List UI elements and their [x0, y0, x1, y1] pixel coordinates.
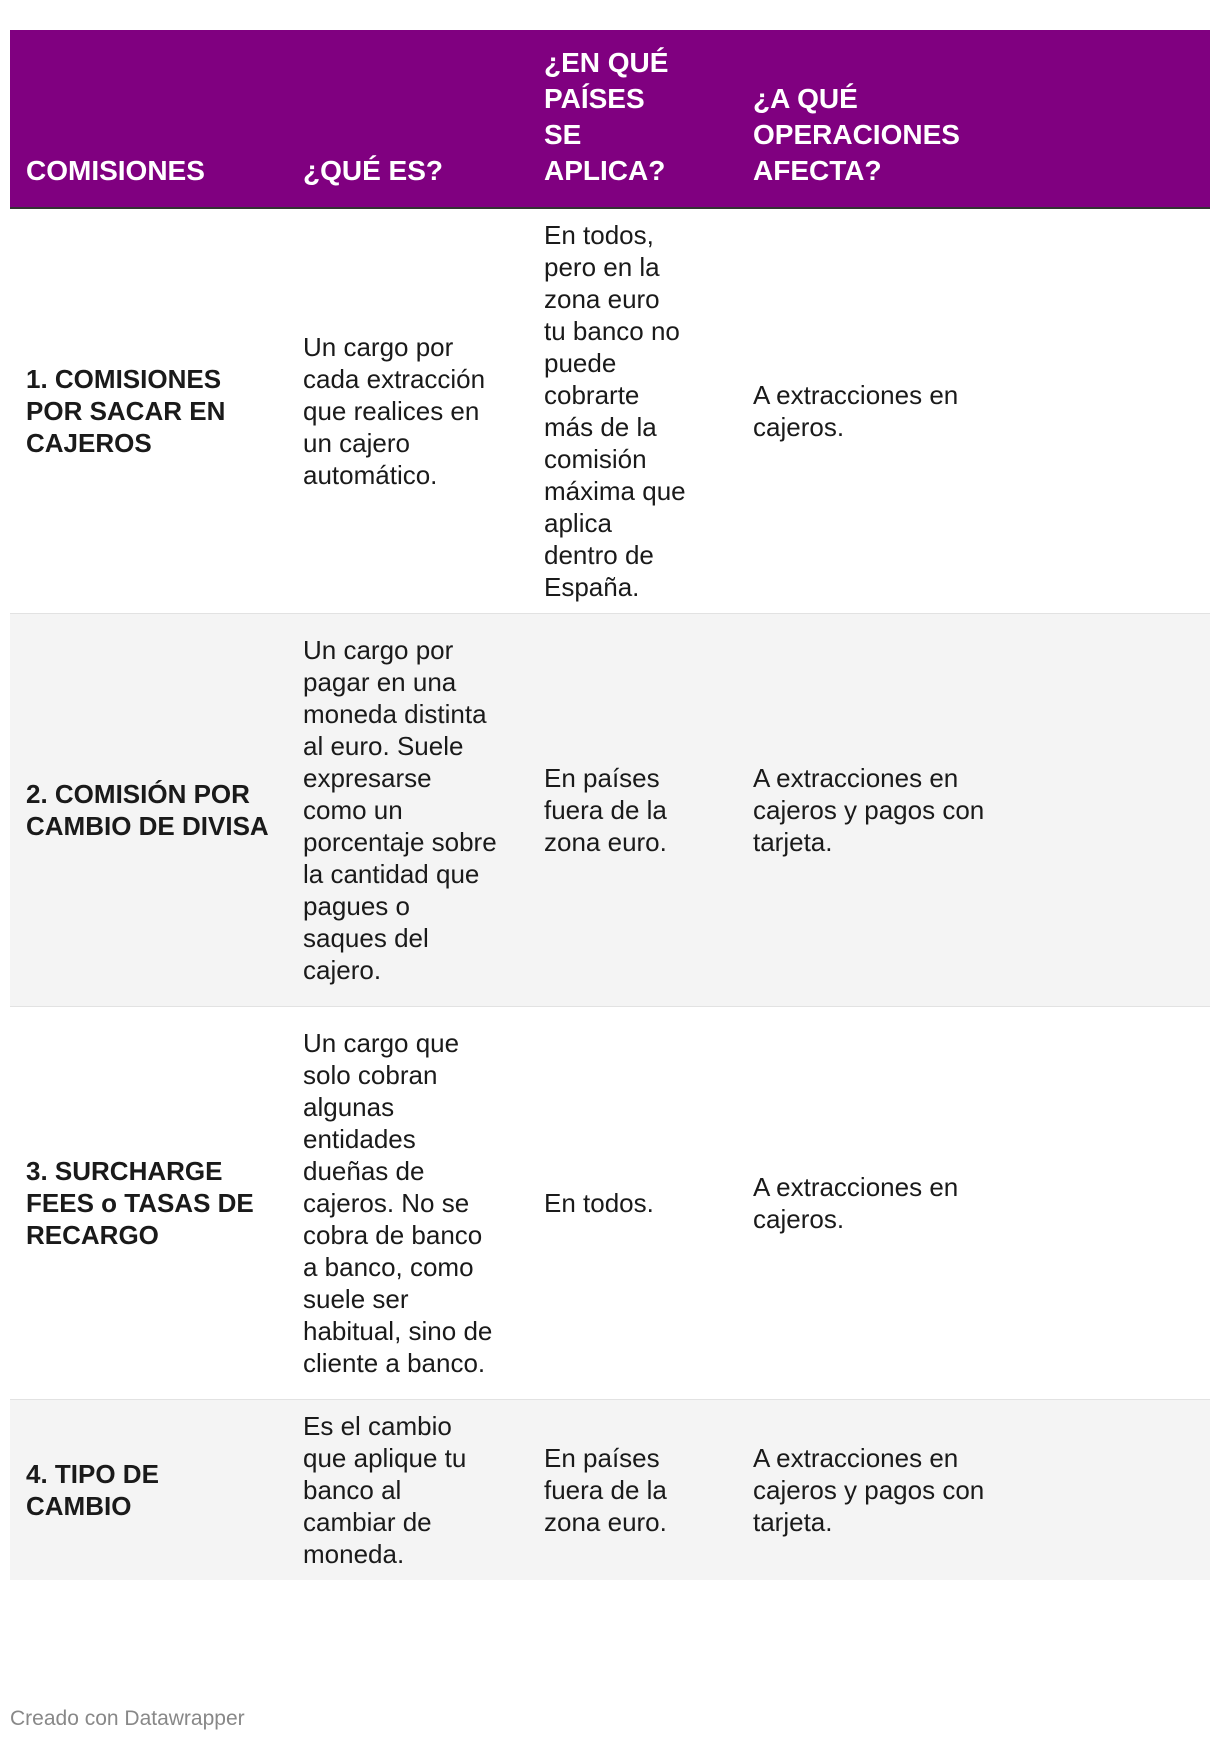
table-row	[10, 1007, 1210, 1400]
table-header	[10, 30, 1210, 208]
column-header-countries: ¿EN QUÉ PAÍSES SE APLICA?	[528, 30, 737, 208]
row-affects-cell: A extracciones en cajeros y pagos con tarjeta.	[737, 1400, 1210, 1581]
row-name-cell: 2. COMISIÓN POR CAMBIO DE DIVISA	[10, 614, 287, 1007]
fees-table	[10, 30, 1210, 1580]
column-header-what-is-it: ¿QUÉ ES?	[287, 30, 528, 208]
row-affects-cell: A extracciones en cajeros.	[737, 208, 1210, 614]
datawrapper-credit: Creado con Datawrapper	[10, 1707, 245, 1730]
row-where-cell: En países fuera de la zona euro.	[528, 1400, 737, 1581]
header-row	[10, 30, 1210, 208]
row-where-cell: En todos, pero en la zona euro tu banco no puede cobrarte más de la comisión máxima que aplica dentro de España.	[528, 208, 737, 614]
table-row	[10, 614, 1210, 1007]
table-row	[10, 1400, 1210, 1581]
row-name-cell: 4. TIPO DE CAMBIO	[10, 1400, 287, 1581]
column-header-operations: ¿A QUÉ OPERACIONES AFECTA?	[737, 30, 1210, 208]
row-what-cell: Un cargo que solo cobran algunas entidades dueñas de cajeros. No se cobra de banco a banco, como suele ser habitual, sino de cliente a banco.	[287, 1007, 528, 1400]
row-affects-cell: A extracciones en cajeros y pagos con tarjeta.	[737, 614, 1210, 1007]
table-body	[10, 208, 1210, 1580]
row-affects-cell: A extracciones en cajeros.	[737, 1007, 1210, 1400]
row-where-cell: En todos.	[528, 1007, 737, 1400]
row-name-cell: 1. COMISIONES POR SACAR EN CAJEROS	[10, 208, 287, 614]
row-name-cell: 3. SURCHARGE FEES o TASAS DE RECARGO	[10, 1007, 287, 1400]
row-what-cell: Un cargo por pagar en una moneda distinta al euro. Suele expresarse como un porcentaje sobre la cantidad que pagues o saques del cajero.	[287, 614, 528, 1007]
row-where-cell: En países fuera de la zona euro.	[528, 614, 737, 1007]
fees-table-container	[10, 30, 1210, 1580]
row-what-cell: Un cargo por cada extracción que realices en un cajero automático.	[287, 208, 528, 614]
table-row	[10, 208, 1210, 614]
row-what-cell: Es el cambio que aplique tu banco al cambiar de moneda.	[287, 1400, 528, 1581]
column-header-commissions: COMISIONES	[10, 30, 287, 208]
